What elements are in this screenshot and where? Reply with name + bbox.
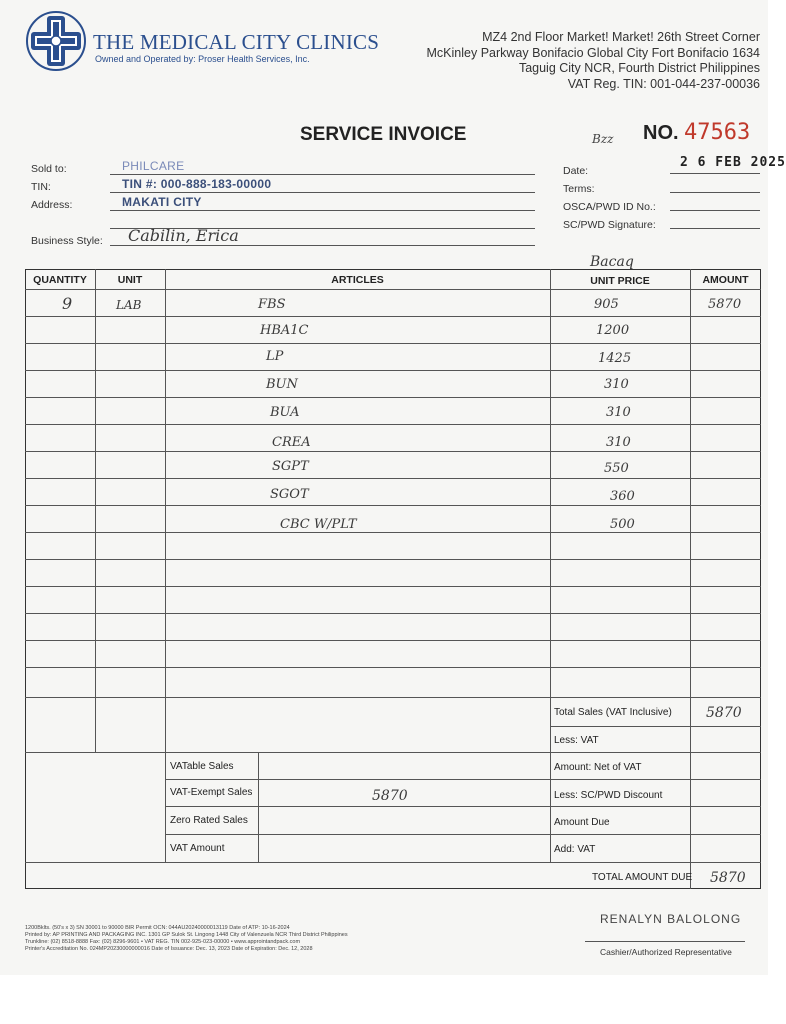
total-sales-value: 5870 <box>706 705 742 721</box>
row-unit-price: 905 <box>594 297 619 312</box>
address-line: VAT Reg. TIN: 001-044-237-00036 <box>567 76 760 91</box>
clinic-logo-icon <box>25 10 87 72</box>
zero-rated-sales-label: Zero Rated Sales <box>170 815 248 826</box>
cashier-signature: RENALYN BALOLONG <box>600 912 742 926</box>
row-unit: LAB <box>116 298 142 312</box>
address-label: Address: <box>31 199 73 211</box>
row-article: SGOT <box>270 487 309 502</box>
address-line: McKinley Parkway Bonifacio Global City Fort Bonifacio 1634 <box>426 45 760 60</box>
add-vat-label: Add: VAT <box>554 844 596 855</box>
invoice-no-label: NO. <box>643 122 679 144</box>
address-value: MAKATI CITY <box>122 195 202 209</box>
date-label: Date: <box>563 165 589 177</box>
tin-value: TIN #: 000-888-183-00000 <box>122 177 272 191</box>
row-article: SGPT <box>272 459 309 474</box>
row-quantity: 9 <box>62 294 73 313</box>
business-style-label: Business Style: <box>31 235 103 247</box>
clinic-name: THE MEDICAL CITY CLINICS <box>93 30 380 54</box>
total-amount-due-label: TOTAL AMOUNT DUE <box>592 872 693 883</box>
osca-label: OSCA/PWD ID No.: <box>563 201 656 213</box>
header-unit: UNIT <box>117 274 143 286</box>
vat-amount-label: VAT Amount <box>170 843 225 854</box>
row-unit-price: 500 <box>610 517 635 532</box>
cashier-label: Cashier/Authorized Representative <box>600 947 732 957</box>
total-sales-label: Total Sales (VAT Inclusive) <box>554 707 672 718</box>
row-unit-price: 310 <box>604 377 629 392</box>
less-vat-label: Less: VAT <box>554 735 599 746</box>
row-article: FBS <box>258 297 286 312</box>
clinic-subtitle: Owned and Operated by: Proser Health Services, Inc. <box>95 54 310 64</box>
row-unit-price: 310 <box>606 405 631 420</box>
row-article: HBA1C <box>260 323 309 338</box>
row-article: CBC W/PLT <box>280 517 357 532</box>
tin-label: TIN: <box>31 181 51 193</box>
header-unit-price: UNIT PRICE <box>590 275 650 287</box>
row-unit-price: 1200 <box>596 323 630 338</box>
vat-exempt-sales-label: VAT-Exempt Sales <box>170 787 253 798</box>
row-unit-price: 550 <box>604 461 629 476</box>
header-quantity: QUANTITY <box>33 274 87 286</box>
less-discount-label: Less: SC/PWD Discount <box>554 790 663 801</box>
invoice-title: SERVICE INVOICE <box>300 124 467 145</box>
amount-net-label: Amount: Net of VAT <box>554 762 642 773</box>
row-unit-price: 360 <box>610 489 635 504</box>
terms-label: Terms: <box>563 183 595 195</box>
vat-exempt-sales-value: 5870 <box>372 788 408 804</box>
row-unit-price: 1425 <box>598 351 632 366</box>
clinic-address <box>340 30 760 92</box>
row-article: CREA <box>272 435 311 450</box>
vatable-sales-label: VATable Sales <box>170 761 234 772</box>
row-amount: 5870 <box>708 297 742 312</box>
address-line: Taguig City NCR, Fourth District Philippines <box>518 61 760 75</box>
total-amount-due-value: 5870 <box>710 870 746 886</box>
address-line: MZ4 2nd Floor Market! Market! 26th Street Corner <box>482 30 760 44</box>
sold-to-label: Sold to: <box>31 163 67 175</box>
header-amount: AMOUNT <box>702 274 749 286</box>
unit-price-note: Bacaq <box>590 254 634 270</box>
row-article: BUA <box>270 405 300 420</box>
business-style-value: Cabilin, Erica <box>128 226 239 245</box>
row-article: BUN <box>266 377 298 392</box>
handwritten-mark: Bzz <box>592 132 614 146</box>
amount-due-label: Amount Due <box>554 817 610 828</box>
invoice-number: 47563 <box>684 120 751 145</box>
row-unit-price: 310 <box>606 435 631 450</box>
printer-fine-print: 1200Bklts. (50's x 3) SN 30001 to 90000 BIR Permit OCN: 044AU20240000013119 Date of ATP: 10-16-2024 Printed by: AP PRINTING AND PACKAGING INC. 1301 GP Sulok St. Lingong 1448 City of Valenzuela NCR Third District Philippines Trunkline: (02) 8518-8888 Fax: (02) 8296-9601 • VAT REG. TIN 002-925-023-00000 • www.approintandpack.com Printer's Accreditation No. 024MP20230000000016 Date of Issuance: Dec. 13, 2023 Date of Expiration: Dec. 12, 2028 <box>25 925 348 952</box>
date-value: 2 6 FEB 2025 <box>680 155 786 170</box>
scpwd-signature-label: SC/PWD Signature: <box>563 219 656 231</box>
row-article: LP <box>266 349 284 364</box>
header-articles: ARTICLES <box>331 274 384 286</box>
sold-to-value: PHILCARE <box>122 159 185 173</box>
